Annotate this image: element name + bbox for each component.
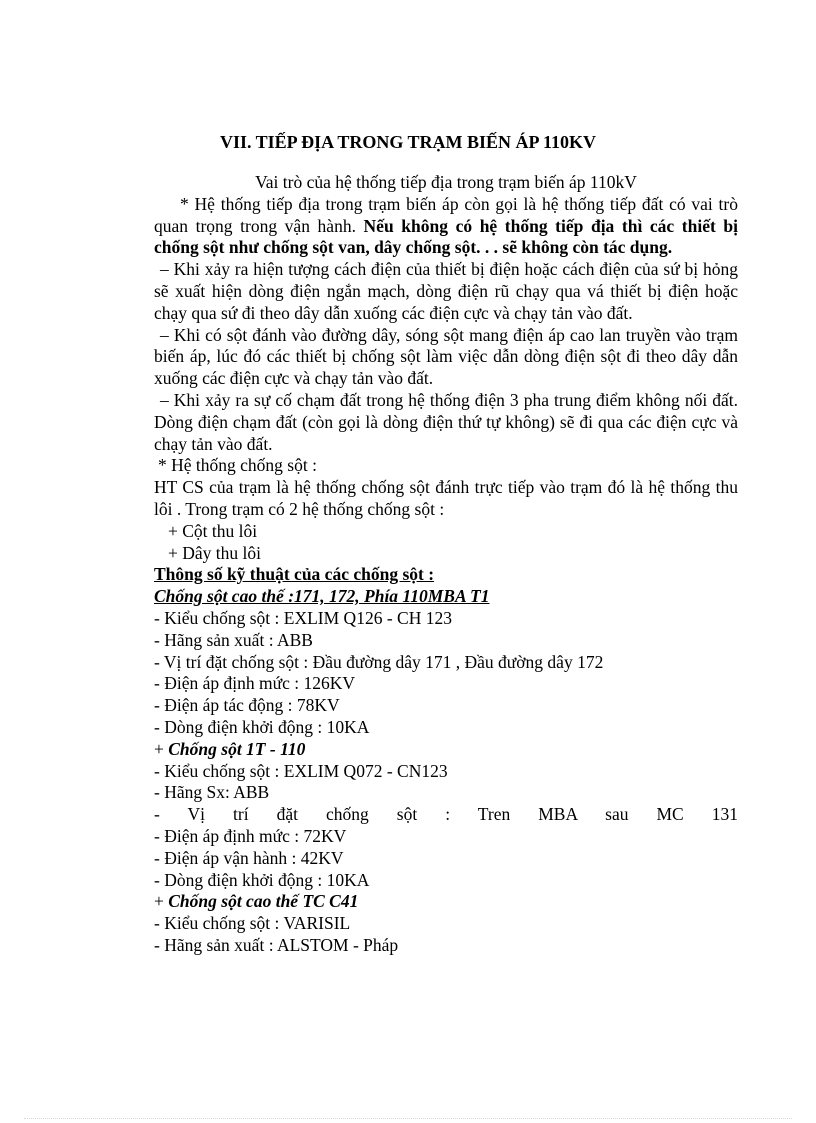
page-bottom-divider [24,1118,792,1119]
spec-line: - Hãng sản xuất : ALSTOM - Pháp [154,934,399,955]
list-item: + Cột thu lôi [168,520,258,541]
group-3-heading: Chống sột cao thế TC C41 [168,891,359,912]
specs-heading: Thông số kỹ thuật của các chống sột : [154,564,435,585]
group-1-heading: Chống sột cao thế :171, 172, Phía 110MBA T1 [154,586,490,607]
spec-line: - Điện áp định mức : 72KV [154,825,347,846]
lightning-system-heading: * Hệ thống chống sột : [158,455,317,476]
spec-line: - Dòng điện khởi động : 10KA [154,869,370,890]
list-item: + Dây thu lôi [168,542,261,563]
intro-bold-text: Nếu không có hệ thống tiếp địa thì các thiết bị chống sột như chống sột van, dây chống sột. . . sẽ không còn tác dụng. [154,215,739,258]
group-2-prefix: + [154,738,169,759]
group-3-prefix: + [154,891,169,912]
intro-paragraph [154,194,738,259]
page-title: VII. TIẾP ĐỊA TRONG TRẠM BIẾN ÁP 110KV [219,132,597,152]
document-body [154,172,738,957]
spec-line: - Điện áp định mức : 126KV [154,673,355,694]
spec-line: - Vị trí đặt chống sột : Tren MBA sau MC 131 [154,804,738,825]
spec-line: - Kiểu chống sột : EXLIM Q072 - CN123 [154,760,448,781]
spec-line: - Điện áp tác động : 78KV [154,695,340,716]
spec-line: - Hãng Sx: ABB [154,782,270,803]
spec-line: - Hãng sản xuất : ABB [154,629,313,650]
group-2-heading-line [154,739,738,761]
spec-line: - Dòng điện khởi động : 10KA [154,716,370,737]
lightning-system-description: HT CS của trạm là hệ thống chống sột đánh trực tiếp vào trạm đó là hệ thống thu lôi . Trong trạm có 2 hệ thống chống sột : [154,477,738,519]
spec-line: - Kiểu chống sột : EXLIM Q126 - CH 123 [154,607,452,628]
spec-line: - Kiểu chống sột : VARISIL [154,913,351,934]
intro-normal-text: * Hệ thống tiếp địa trong trạm biến áp còn gọi là hệ thống tiếp đất có vai trò quan trọng trong vận hành. [154,193,738,236]
group-3-heading-line [154,891,738,913]
subtitle: Vai trò của hệ thống tiếp địa trong trạm biến áp 110kV [255,172,637,192]
group-2-heading: Chống sột 1T - 110 [168,738,306,759]
paragraph-insulation-failure: – Khi xảy ra hiện tượng cách điện của thiết bị điện hoặc cách điện của sứ bị hỏng sẽ xuất hiện dòng điện ngắn mạch, dòng điện rũ chạy qua vá thiết bị điện hoặc chạy qua sứ đi theo dây dẫn xuống các điện cực và chạy tản vào đất. [154,259,738,323]
spec-line: - Vị trí đặt chống sột : Đầu đường dây 171 , Đầu đường dây 172 [154,651,604,672]
paragraph-lightning-strike: – Khi có sột đánh vào đường dây, sóng sột mang điện áp cao lan truyền vào trạm biến áp, lúc đó các thiết bị chống sột làm việc dẫn dòng điện sột đi theo dây dẫn xuống các điện cực và chạy tản vào đất. [154,324,738,389]
paragraph-ground-fault: – Khi xảy ra sự cố chạm đất trong hệ thống điện 3 pha trung điểm không nối đất. Dòng điện chạm đất (còn gọi là dòng điện thứ tự không) sẽ đi qua các điện cực và chạy tản vào đất. [154,389,738,454]
spec-line: - Điện áp vận hành : 42KV [154,847,344,868]
